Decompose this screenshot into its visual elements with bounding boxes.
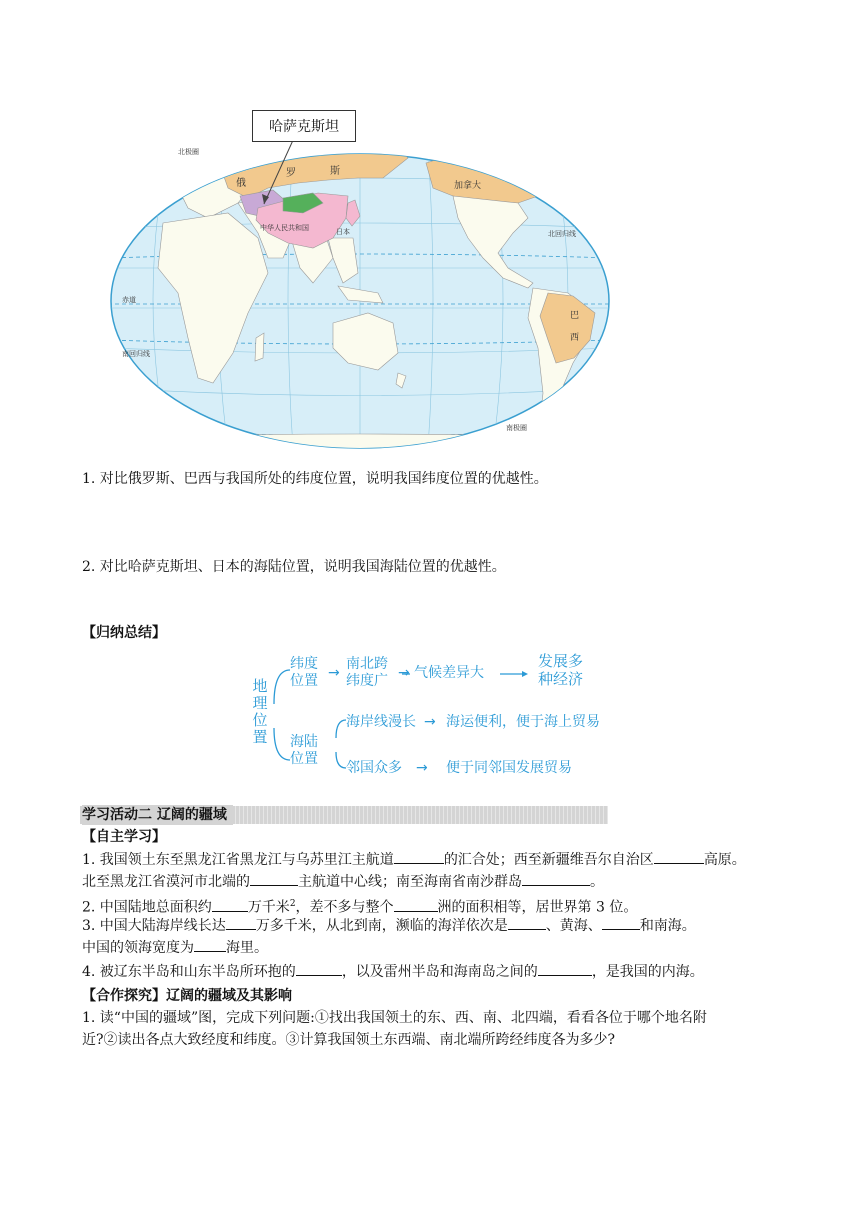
blank-sea-1[interactable]	[508, 915, 546, 930]
coast-node: 海岸线漫长	[346, 714, 416, 730]
russia-label-3: 斯	[330, 166, 340, 177]
fill-line-2	[82, 871, 604, 893]
l4-part-b: 万多千米，从北到南，濒临的海洋依次是	[255, 918, 508, 934]
l3-superscript: 2	[289, 899, 296, 909]
l5-part-a: 中国的领海宽度为	[82, 940, 194, 956]
lat-node-line2: 纬度广	[346, 673, 388, 689]
lat-arrow-1: →	[328, 665, 340, 681]
activity2-title-bar	[80, 806, 608, 824]
blank-inner-sea-2[interactable]	[538, 961, 592, 976]
root-char-4: 置	[252, 728, 268, 746]
l1-part-a: 1. 我国领土东至黑龙江省黑龙江与乌苏里江主航道	[82, 852, 394, 868]
question-2: 2. 对比哈萨克斯坦、日本的海陆位置，说明我国海陆位置的优越性。	[82, 559, 506, 575]
russia-label-1: 俄	[236, 178, 246, 189]
self-study-heading: 【自主学习】	[82, 829, 166, 845]
fill-line-6	[82, 961, 704, 983]
world-map-svg	[108, 108, 612, 450]
blank-east-end[interactable]	[394, 849, 444, 864]
l4-part-a: 3. 中国大陆海岸线长达	[82, 918, 226, 934]
blank-land-area[interactable]	[212, 897, 248, 912]
root-char-2: 理	[252, 694, 268, 712]
lat-branch-line2: 位置	[290, 673, 318, 689]
lat-result: 气候差异大	[414, 665, 484, 681]
root-char-3: 位	[252, 711, 268, 729]
lat-node-line1: 南北跨	[346, 656, 388, 672]
lat-final	[538, 652, 583, 688]
russia-label-2: 罗	[286, 168, 296, 179]
antarctic-circle-label: 南极圈	[506, 424, 527, 432]
l4-part-c: 、黄海、	[545, 918, 602, 934]
activity2-title: 学习活动二 辽阔的疆域	[82, 805, 233, 825]
l3-part-d: 洲的面积相等，居世界第 3 位。	[437, 899, 638, 916]
fill-line-5	[82, 937, 268, 959]
l6-part-c: ，是我国的内海。	[591, 964, 704, 980]
blank-territorial-sea[interactable]	[194, 937, 226, 952]
sea-branch-line2: 位置	[290, 751, 318, 767]
coop-question-line-1: 1. 读“中国的疆域”图，完成下列问题:①找出我国领土的东、西、南、北四端，看看各位于哪个地名附	[82, 1010, 707, 1026]
l2-part-a: 北至黑龙江省漠河市北端的	[82, 874, 250, 890]
neighbor-node: 邻国众多	[346, 760, 402, 776]
coop-tag: 【合作探究】	[82, 988, 166, 1004]
neighbor-arrow: →	[416, 760, 428, 776]
world-map	[108, 108, 612, 450]
l6-part-a: 4. 被辽东半岛和山东半岛所环抱的	[82, 964, 296, 980]
lat-node	[346, 656, 388, 690]
l2-part-b: 主航道中心线；南至海南省南沙群岛	[298, 874, 522, 890]
l3-part-b: 万千米	[247, 899, 290, 916]
brazil-label-2: 西	[570, 333, 580, 343]
l1-part-b: 的汇合处；西至新疆维吾尔自治区	[443, 852, 654, 868]
sea-branch	[290, 734, 318, 768]
coop-heading	[82, 985, 292, 1007]
japan-label: 日本	[336, 228, 350, 236]
coast-result: 海运便利，便于海上贸易	[446, 714, 600, 730]
root-node	[252, 678, 268, 746]
question-1: 1. 对比俄罗斯、巴西与我国所处的纬度位置，说明我国纬度位置的优越性。	[82, 471, 548, 487]
lat-branch	[290, 656, 318, 690]
blank-sea-3[interactable]	[602, 915, 640, 930]
blank-south-island[interactable]	[522, 871, 590, 886]
root-char-1: 地	[252, 677, 268, 695]
coop-title: 辽阔的疆域及其影响	[166, 988, 292, 1004]
lat-branch-line1: 纬度	[290, 656, 318, 672]
l3-part-c: ，差不多与整个	[295, 899, 394, 916]
brazil-label-1: 巴	[570, 311, 580, 321]
blank-inner-sea-1[interactable]	[296, 961, 342, 976]
l4-part-d: 和南海。	[639, 918, 696, 934]
summary-heading: 【归纳总结】	[82, 625, 166, 641]
kazakhstan-callout	[252, 110, 356, 142]
l5-part-b: 海里。	[226, 940, 268, 956]
l3-part-a: 2. 中国陆地总面积约	[82, 899, 212, 916]
lat-final-line1: 发展多	[538, 652, 584, 670]
sea-branch-line1: 海陆	[290, 734, 318, 750]
l2-part-c: 。	[590, 874, 604, 890]
summary-flowchart	[250, 648, 620, 780]
l6-part-b: ，以及雷州半岛和海南岛之间的	[341, 964, 538, 980]
fill-line-4	[82, 915, 696, 937]
tropic-capricorn-label: 南回归线	[122, 350, 150, 358]
neighbor-result: 便于同邻国发展贸易	[446, 760, 572, 776]
blank-coastline[interactable]	[226, 915, 256, 930]
l1-part-c: 高原。	[703, 852, 746, 868]
blank-west-plateau[interactable]	[654, 849, 704, 864]
arctic-circle-label: 北极圈	[178, 148, 199, 156]
kazakhstan-callout-text: 哈萨克斯坦	[269, 119, 339, 135]
blank-continent[interactable]	[394, 897, 438, 912]
lat-final-line2: 种经济	[538, 670, 584, 688]
coast-arrow: →	[424, 714, 436, 730]
lat-arrow-2: →	[398, 665, 410, 681]
china-label: 中华人民共和国	[260, 224, 309, 232]
tropic-cancer-label: 北回归线	[548, 230, 576, 238]
coop-question-line-2: 近?②读出各点大致经度和纬度。③计算我国领土东西端、南北端所跨经纬度各为多少?	[82, 1032, 616, 1048]
canada-label: 加拿大	[454, 181, 482, 191]
fill-line-1	[82, 849, 746, 871]
blank-north-river[interactable]	[250, 871, 298, 886]
equator-label: 赤道	[122, 296, 136, 304]
